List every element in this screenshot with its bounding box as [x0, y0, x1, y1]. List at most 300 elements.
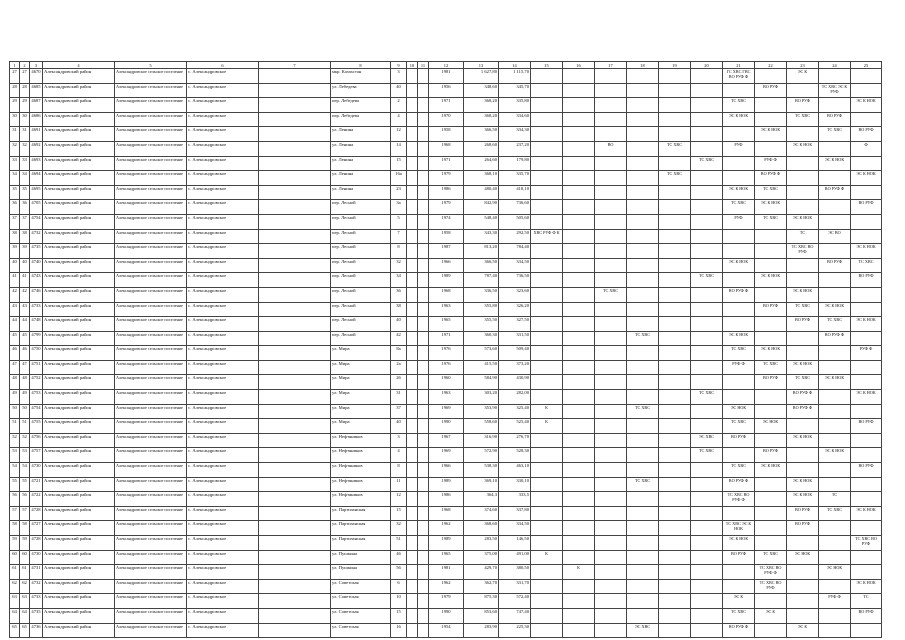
cell-c15	[531, 185, 563, 200]
cell-district: Александровский район	[43, 229, 115, 244]
cell-empty	[259, 448, 331, 463]
cell-empty	[407, 214, 418, 229]
cell-c18: ЭС ХВС	[627, 623, 659, 638]
table-row	[10, 419, 882, 434]
cell-district: Александровский район	[43, 185, 115, 200]
cell-street: пер. Лесной	[331, 258, 391, 273]
cell-empty	[259, 608, 331, 623]
cell-c24: РУФ Ф	[819, 594, 851, 609]
cell-c18	[627, 536, 659, 551]
cell-c17: ТС ХВС	[595, 287, 627, 302]
cell-c22: ЭС К НОК	[755, 346, 787, 361]
cell-c25: ВО РУФ	[851, 419, 882, 434]
cell-c20: ТС ХВС	[691, 448, 723, 463]
cell-c25: ЭС К НОК	[851, 244, 882, 259]
cell-settlement: Александровское сельское поселение	[115, 317, 187, 332]
cell-c24	[819, 171, 851, 186]
cell-c15: К	[531, 404, 563, 419]
table-row	[10, 433, 882, 448]
cell-c15	[531, 448, 563, 463]
cell-area1: 362,70	[464, 579, 499, 594]
cell-district: Александровский район	[43, 127, 115, 142]
cell-c23	[787, 346, 819, 361]
cell-c15	[531, 258, 563, 273]
cell-empty	[407, 273, 418, 288]
cell-street: ул. Мира	[331, 375, 391, 390]
cell-n2: 29	[20, 98, 30, 113]
cell-empty	[259, 521, 331, 536]
cell-c18	[627, 492, 659, 507]
cell-n1: 59	[10, 536, 20, 551]
cell-c18	[627, 390, 659, 405]
cell-c24	[819, 69, 851, 84]
cell-year: 1989	[429, 477, 464, 492]
cell-c25	[851, 404, 882, 419]
cell-empty	[418, 448, 429, 463]
cell-c25	[851, 185, 882, 200]
cell-house: 37	[391, 404, 407, 419]
cell-c21	[723, 156, 755, 171]
cell-empty	[407, 477, 418, 492]
cell-locality: с. Александровское	[187, 404, 259, 419]
cell-street: пер. Лесной	[331, 287, 391, 302]
cell-settlement: Александровское сельское поселение	[115, 200, 187, 215]
cell-empty	[407, 200, 418, 215]
cell-n1: 37	[10, 214, 20, 229]
cell-empty	[418, 433, 429, 448]
cell-c25: ТС ХВС	[851, 258, 882, 273]
cell-n1: 35	[10, 185, 20, 200]
cell-c16	[563, 127, 595, 142]
cell-house: 26	[391, 375, 407, 390]
cell-c20	[691, 98, 723, 113]
cell-district: Александровский район	[43, 287, 115, 302]
cell-district: Александровский район	[43, 506, 115, 521]
cell-n2: 34	[20, 171, 30, 186]
cell-c18	[627, 360, 659, 375]
cell-c23	[787, 185, 819, 200]
cell-c16	[563, 185, 595, 200]
cell-c21: ТС ХВС	[723, 98, 755, 113]
cell-c23: ЭС К НОК	[787, 214, 819, 229]
cell-c20	[691, 200, 723, 215]
cell-id: 4735	[30, 608, 43, 623]
cell-area2: 335,80	[499, 98, 531, 113]
cell-id: 4730	[30, 463, 43, 478]
table-row	[10, 346, 882, 361]
cell-c20	[691, 346, 723, 361]
cell-empty	[259, 156, 331, 171]
cell-id: 4730	[30, 550, 43, 565]
cell-c16	[563, 506, 595, 521]
cell-c23: ЭС К	[787, 623, 819, 638]
cell-c25	[851, 477, 882, 492]
cell-c16	[563, 536, 595, 551]
cell-n2: 39	[20, 244, 30, 259]
cell-locality: с. Александровское	[187, 244, 259, 259]
cell-c24: ЭС К НОК	[819, 448, 851, 463]
cell-house: 2а	[391, 360, 407, 375]
cell-empty	[259, 594, 331, 609]
cell-c20	[691, 331, 723, 346]
cell-c19	[659, 608, 691, 623]
column-number-header: 19	[659, 62, 691, 69]
table-row	[10, 127, 882, 142]
cell-id: 4756	[30, 433, 43, 448]
cell-c16	[563, 492, 595, 507]
cell-district: Александровский район	[43, 623, 115, 638]
cell-empty	[418, 506, 429, 521]
cell-c21: ТС ХВС	[723, 463, 755, 478]
cell-n1: 65	[10, 623, 20, 638]
cell-area1: 429,70	[464, 565, 499, 580]
cell-id: 4752	[30, 375, 43, 390]
cell-n2: 36	[20, 200, 30, 215]
cell-c25	[851, 492, 882, 507]
cell-c21: ТС ХВС	[723, 346, 755, 361]
cell-street: ул. Советская	[331, 608, 391, 623]
cell-settlement: Александровское сельское поселение	[115, 390, 187, 405]
cell-settlement: Александровское сельское поселение	[115, 477, 187, 492]
cell-empty	[418, 127, 429, 142]
cell-c21: ВО РУФ Ф	[723, 477, 755, 492]
cell-locality: с. Александровское	[187, 258, 259, 273]
cell-area2: 525,40	[499, 419, 531, 434]
cell-locality: с. Александровское	[187, 127, 259, 142]
cell-c16: К	[563, 565, 595, 580]
cell-street: ул. Советская	[331, 579, 391, 594]
cell-empty	[259, 302, 331, 317]
cell-house: 15	[391, 156, 407, 171]
cell-year: 1990	[429, 419, 464, 434]
cell-empty	[418, 171, 429, 186]
cell-empty	[259, 433, 331, 448]
cell-district: Александровский район	[43, 448, 115, 463]
cell-house: 3	[391, 433, 407, 448]
cell-locality: с. Александровское	[187, 492, 259, 507]
cell-locality: с. Александровское	[187, 69, 259, 84]
cell-c16	[563, 360, 595, 375]
cell-house: 16а	[391, 171, 407, 186]
cell-house: 3а	[391, 200, 407, 215]
cell-year: 1971	[429, 156, 464, 171]
cell-empty	[259, 463, 331, 478]
cell-settlement: Александровское сельское поселение	[115, 83, 187, 98]
cell-c21	[723, 83, 755, 98]
cell-street: пер. Лебедева	[331, 98, 391, 113]
cell-area1: 360,30	[464, 331, 499, 346]
cell-c20	[691, 141, 723, 156]
cell-id: 4731	[30, 565, 43, 580]
cell-district: Александровский район	[43, 214, 115, 229]
cell-c24	[819, 214, 851, 229]
column-number-header: 8	[331, 62, 391, 69]
cell-area1: 366,50	[464, 127, 499, 142]
cell-c15	[531, 433, 563, 448]
cell-locality: с. Александровское	[187, 565, 259, 580]
cell-empty	[407, 98, 418, 113]
cell-c15	[531, 273, 563, 288]
cell-empty	[418, 390, 429, 405]
table-body	[10, 62, 882, 638]
cell-id: 4732	[30, 229, 43, 244]
cell-c19	[659, 375, 691, 390]
cell-n2: 37	[20, 214, 30, 229]
table-row	[10, 229, 882, 244]
cell-street: ул. Мира	[331, 419, 391, 434]
cell-c16	[563, 214, 595, 229]
cell-street: ул. Мира	[331, 346, 391, 361]
cell-c19	[659, 579, 691, 594]
cell-settlement: Александровское сельское поселение	[115, 448, 187, 463]
cell-c23	[787, 258, 819, 273]
cell-year: 1968	[429, 287, 464, 302]
cell-c17	[595, 156, 627, 171]
cell-id: 4686	[30, 112, 43, 127]
cell-c21: ЭС К НОК	[723, 258, 755, 273]
cell-c20	[691, 287, 723, 302]
cell-settlement: Александровское сельское поселение	[115, 69, 187, 84]
table-row	[10, 463, 882, 478]
cell-c23	[787, 419, 819, 434]
cell-c20	[691, 506, 723, 521]
cell-c20	[691, 317, 723, 332]
cell-settlement: Александровское сельское поселение	[115, 141, 187, 156]
cell-area2: 491,00	[499, 550, 531, 565]
cell-c17	[595, 127, 627, 142]
cell-c25: ЭС К НОК	[851, 579, 882, 594]
cell-area1: 353,90	[464, 404, 499, 419]
cell-empty	[407, 536, 418, 551]
cell-n2: 60	[20, 550, 30, 565]
cell-c16	[563, 112, 595, 127]
table-row	[10, 492, 882, 507]
cell-area1: 787,40	[464, 273, 499, 288]
cell-c16	[563, 346, 595, 361]
cell-id: 4748	[30, 317, 43, 332]
cell-area2: 334,50	[499, 521, 531, 536]
cell-street: пер. Лесной	[331, 331, 391, 346]
cell-n2: 44	[20, 317, 30, 332]
cell-c20	[691, 229, 723, 244]
cell-locality: с. Александровское	[187, 594, 259, 609]
cell-year: 1963	[429, 390, 464, 405]
cell-c16	[563, 375, 595, 390]
cell-c17	[595, 521, 627, 536]
cell-street: ул. Мира	[331, 360, 391, 375]
cell-locality: с. Александровское	[187, 112, 259, 127]
cell-c20: ТС ХВС	[691, 156, 723, 171]
cell-c22: ТС ХВС ВО РУФ Ф	[755, 565, 787, 580]
cell-c24: ЭС К НОК	[819, 302, 851, 317]
cell-c24: ТС ХВС	[819, 127, 851, 142]
cell-area2: 528,30	[499, 448, 531, 463]
cell-c23: ЭС К НОК	[787, 433, 819, 448]
cell-n2: 38	[20, 229, 30, 244]
cell-c19	[659, 536, 691, 551]
cell-c20	[691, 360, 723, 375]
cell-street: ул. Партизанская	[331, 506, 391, 521]
cell-area2: 282,00	[499, 390, 531, 405]
cell-c17	[595, 346, 627, 361]
cell-year: 1968	[429, 506, 464, 521]
cell-empty	[407, 492, 418, 507]
cell-area2: 325,40	[499, 404, 531, 419]
cell-c24	[819, 433, 851, 448]
cell-district: Александровский район	[43, 521, 115, 536]
cell-empty	[418, 185, 429, 200]
column-number-header: 10	[407, 62, 418, 69]
cell-c16	[563, 200, 595, 215]
cell-c18	[627, 229, 659, 244]
cell-c25	[851, 302, 882, 317]
cell-id: 4736	[30, 623, 43, 638]
cell-c17	[595, 229, 627, 244]
cell-n2: 28	[20, 83, 30, 98]
cell-c24	[819, 273, 851, 288]
cell-n1: 53	[10, 448, 20, 463]
cell-n1: 44	[10, 317, 20, 332]
cell-c22: ЭС К НОК	[755, 127, 787, 142]
cell-empty	[418, 69, 429, 84]
cell-id: 4750	[30, 346, 43, 361]
cell-c24	[819, 521, 851, 536]
cell-year: 1969	[429, 448, 464, 463]
column-number-header: 2	[20, 62, 30, 69]
cell-c25: ТС ХВС ВО РУФ	[851, 536, 882, 551]
cell-year: 1981	[429, 69, 464, 84]
cell-area1: 364,3	[464, 492, 499, 507]
cell-c15	[531, 171, 563, 186]
cell-n1: 40	[10, 258, 20, 273]
cell-c23: ВО РУФ	[787, 506, 819, 521]
cell-settlement: Александровское сельское поселение	[115, 608, 187, 623]
cell-street: ул. Нефтяников	[331, 433, 391, 448]
cell-district: Александровский район	[43, 375, 115, 390]
cell-c23	[787, 331, 819, 346]
cell-settlement: Александровское сельское поселение	[115, 171, 187, 186]
cell-empty	[418, 404, 429, 419]
table-row	[10, 185, 882, 200]
table-row	[10, 404, 882, 419]
cell-c22	[755, 506, 787, 521]
cell-c20	[691, 521, 723, 536]
cell-empty	[259, 287, 331, 302]
cell-district: Александровский район	[43, 331, 115, 346]
cell-empty	[407, 69, 418, 84]
cell-c16	[563, 623, 595, 638]
cell-locality: с. Александровское	[187, 506, 259, 521]
cell-c15	[531, 594, 563, 609]
cell-c20	[691, 83, 723, 98]
cell-c22	[755, 404, 787, 419]
cell-settlement: Александровское сельское поселение	[115, 565, 187, 580]
cell-c23: ВО РУФ Ф	[787, 390, 819, 405]
cell-street: ул. Ленина	[331, 185, 391, 200]
cell-empty	[418, 112, 429, 127]
cell-id: 4693	[30, 156, 43, 171]
table-row	[10, 317, 882, 332]
cell-c24	[819, 287, 851, 302]
cell-c17	[595, 360, 627, 375]
cell-c17	[595, 331, 627, 346]
cell-locality: с. Александровское	[187, 141, 259, 156]
cell-settlement: Александровское сельское поселение	[115, 156, 187, 171]
cell-district: Александровский район	[43, 594, 115, 609]
cell-house: 56	[391, 565, 407, 580]
cell-year: 1990	[429, 608, 464, 623]
cell-house: 12	[391, 127, 407, 142]
cell-area2: 333,5	[499, 492, 531, 507]
cell-year: 1986	[429, 492, 464, 507]
cell-n2: 55	[20, 477, 30, 492]
cell-street: ул. Ленина	[331, 127, 391, 142]
cell-locality: с. Александровское	[187, 550, 259, 565]
cell-c19	[659, 623, 691, 638]
cell-c20	[691, 477, 723, 492]
cell-c25: ЭС К НОК	[851, 317, 882, 332]
cell-c20	[691, 404, 723, 419]
cell-id: 4733	[30, 302, 43, 317]
cell-c19	[659, 492, 691, 507]
cell-c19	[659, 214, 691, 229]
cell-c20	[691, 463, 723, 478]
cell-c23	[787, 156, 819, 171]
cell-empty	[407, 550, 418, 565]
cell-area2: 276,70	[499, 433, 531, 448]
cell-c15	[531, 623, 563, 638]
cell-n1: 63	[10, 594, 20, 609]
cell-c23: ЭС К НОК	[787, 141, 819, 156]
table-row	[10, 69, 882, 84]
cell-c16	[563, 141, 595, 156]
cell-id: 4732	[30, 579, 43, 594]
cell-c21	[723, 579, 755, 594]
cell-locality: с. Александровское	[187, 623, 259, 638]
table-row	[10, 550, 882, 565]
cell-c24	[819, 404, 851, 419]
cell-empty	[418, 83, 429, 98]
cell-empty	[418, 375, 429, 390]
cell-c17	[595, 69, 627, 84]
cell-c15	[531, 521, 563, 536]
cell-n2: 43	[20, 302, 30, 317]
cell-c24: ВО РУФ Ф	[819, 185, 851, 200]
cell-area2: 1 115,70	[499, 69, 531, 84]
cell-district: Александровский район	[43, 536, 115, 551]
cell-c22	[755, 521, 787, 536]
cell-c22	[755, 390, 787, 405]
table-row	[10, 565, 882, 580]
cell-c19	[659, 302, 691, 317]
cell-empty	[407, 331, 418, 346]
table-row	[10, 375, 882, 390]
cell-district: Александровский район	[43, 171, 115, 186]
cell-c18	[627, 141, 659, 156]
cell-c19	[659, 448, 691, 463]
cell-settlement: Александровское сельское поселение	[115, 506, 187, 521]
cell-empty	[407, 83, 418, 98]
column-number-header: 1	[10, 62, 20, 69]
cell-area2: 331,50	[499, 331, 531, 346]
cell-c22: ТС ХВС ВО РУФ	[755, 579, 787, 594]
cell-empty	[259, 214, 331, 229]
cell-c17	[595, 506, 627, 521]
cell-c25	[851, 229, 882, 244]
cell-empty	[407, 506, 418, 521]
cell-street: пер. Лесной	[331, 200, 391, 215]
cell-c19	[659, 229, 691, 244]
